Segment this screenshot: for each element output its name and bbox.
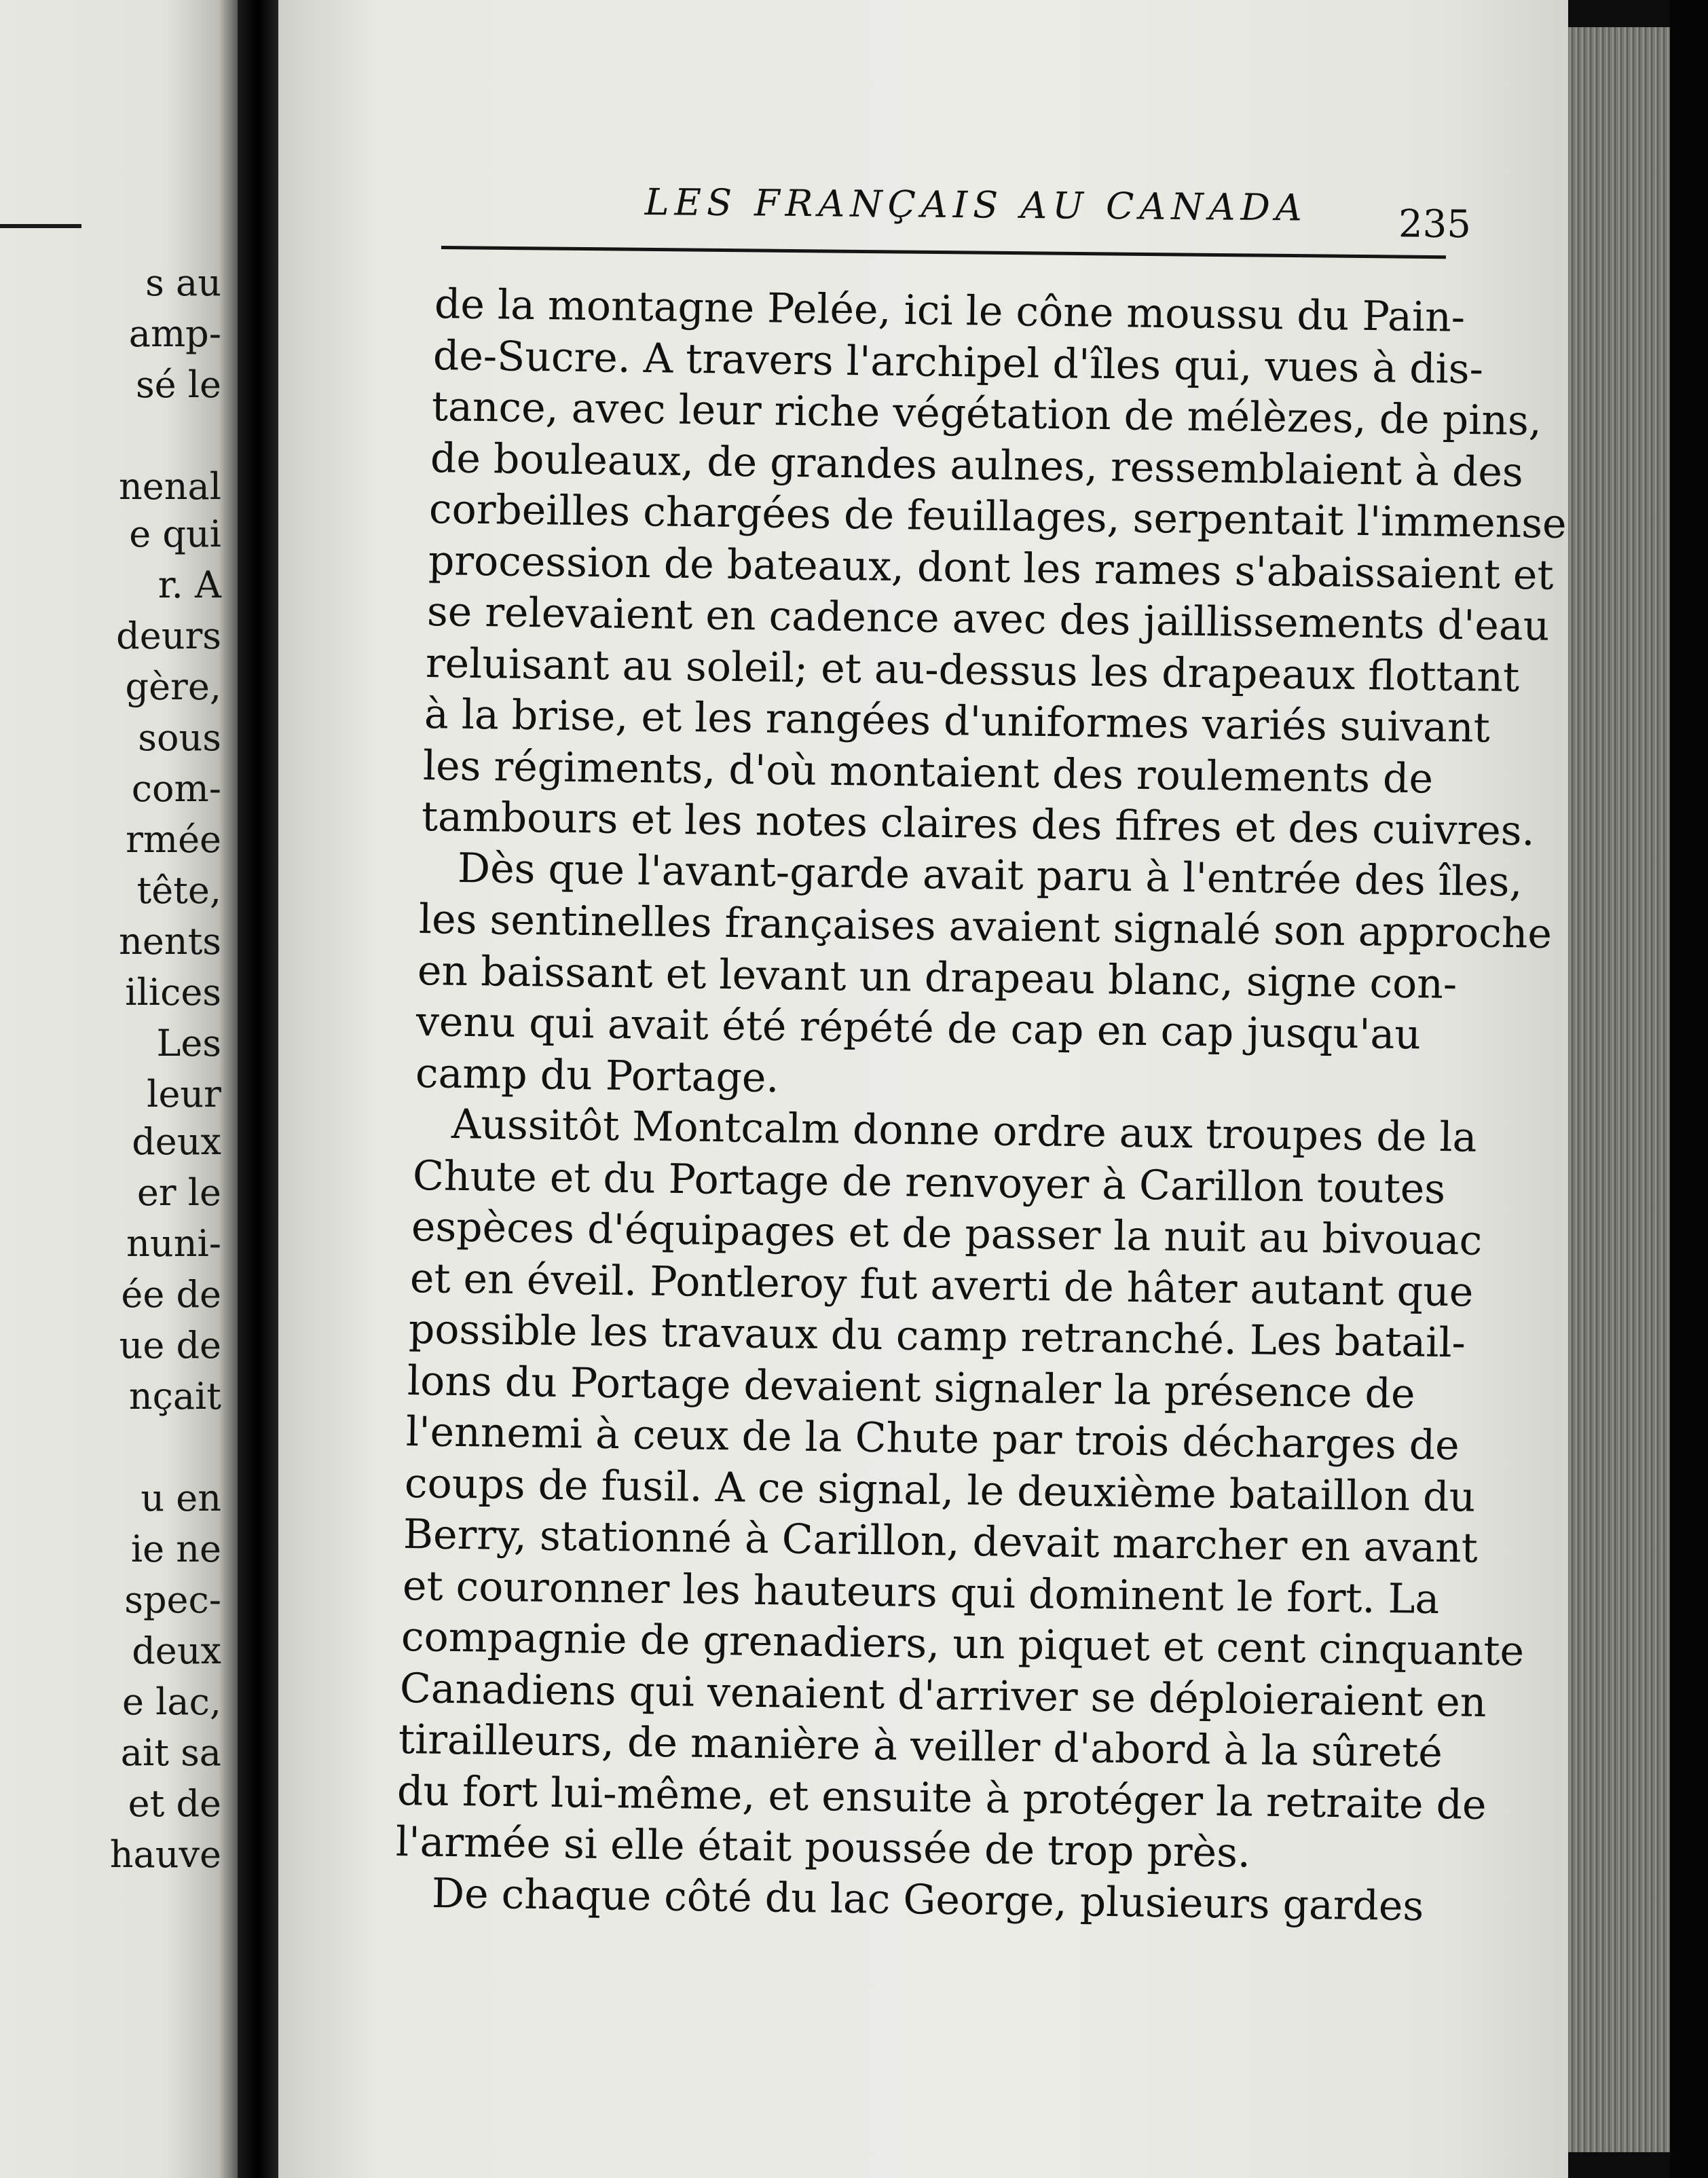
body-text-line: se relevaient en cadence avec des jaillissements d'eau	[426, 588, 1550, 650]
body-text-line: corbeilles chargées de feuillages, serpentait l'immense	[428, 485, 1567, 548]
page-number: 235	[1398, 202, 1472, 247]
body-text-line: reluisant au soleil; et au-dessus les drapeaux flottant	[425, 639, 1520, 701]
facing-page-line: e qui	[129, 513, 221, 555]
facing-page-line: ilices	[125, 971, 221, 1014]
body-text-line: l'ennemi à ceux de la Chute par trois décharges de	[405, 1408, 1460, 1470]
body-text-line: tirailleurs, de manière à veiller d'abord à la sûreté	[398, 1716, 1443, 1777]
facing-page-line: nçait	[128, 1375, 221, 1418]
body-text-line: les régiments, d'où montaient des roulements de	[422, 741, 1434, 802]
facing-page-line: er le	[136, 1171, 221, 1214]
facing-page-line: deux	[132, 1120, 221, 1163]
facing-page-line: com-	[131, 767, 221, 810]
body-text-line: possible les travaux du camp retranché. Les batail-	[408, 1306, 1466, 1367]
body-text-line: coups de fusil. A ce signal, le deuxième bataillon du	[404, 1459, 1476, 1521]
facing-page-line: u en	[141, 1477, 221, 1519]
body-text-line: procession de bateaux, dont les rames s'abaissaient et	[428, 536, 1554, 599]
body-text-line: compagnie de grenadiers, un piquet et cent cinquante	[401, 1613, 1525, 1676]
facing-page-line: s au	[145, 261, 221, 304]
facing-page-left	[0, 0, 238, 2178]
facing-page-line: ait sa	[120, 1731, 221, 1774]
body-text-line: Dès que l'avant-garde avait paru à l'entrée des îles,	[457, 844, 1523, 906]
facing-page-rule	[0, 224, 81, 228]
facing-page-line: sé le	[135, 363, 221, 406]
body-text-line: de la montagne Pelée, ici le cône moussu du Pain-	[434, 280, 1466, 342]
facing-page-line: sous	[138, 716, 221, 759]
running-head: LES FRANÇAIS AU CANADA	[644, 181, 1308, 229]
book-gutter	[238, 0, 278, 2178]
facing-page-line: nents	[119, 920, 221, 963]
facing-page-line: r. A	[157, 564, 221, 606]
body-text-line: Aussitôt Montcalm donne ordre aux troupes de la	[451, 1101, 1477, 1162]
body-text-line: en baissant et levant un drapeau blanc, signe con-	[417, 946, 1458, 1008]
body-text-line: lons du Portage devaient signaler la présence de	[407, 1356, 1416, 1418]
facing-page-line: spec-	[124, 1579, 221, 1621]
body-text-line: Berry, stationné à Carillon, devait marcher en avant	[403, 1511, 1479, 1572]
body-text-line: à la brise, et les rangées d'uniformes variés suivant	[424, 690, 1490, 752]
body-text-line: venu qui avait été répété de cap en cap jusqu'au	[415, 998, 1422, 1059]
body-text-line: l'armée si elle était poussée de trop près.	[395, 1818, 1251, 1877]
facing-page-line: amp-	[128, 312, 221, 355]
facing-page-line: deurs	[116, 614, 221, 657]
body-text-line: et en éveil. Pontleroy fut averti de hâter autant que	[409, 1254, 1474, 1316]
facing-page-line: ue de	[119, 1324, 221, 1367]
facing-page-line: ie ne	[130, 1528, 221, 1570]
body-text-line: de bouleaux, de grandes aulnes, ressemblaient à des	[430, 434, 1524, 496]
facing-page-line: leur	[147, 1073, 221, 1115]
facing-page-line: et de	[128, 1782, 221, 1825]
body-text-line: tance, avec leur riche végétation de mélèzes, de pins,	[431, 383, 1542, 445]
body-text-line: Canadiens qui venaient d'arriver se déploieraient en	[399, 1664, 1487, 1727]
facing-page-line: ée de	[121, 1273, 221, 1316]
body-text-line: tambours et les notes claires des fifres et des cuivres.	[421, 793, 1536, 855]
body-text-line: de-Sucre. A travers l'archipel d'îles qui, vues à dis-	[432, 331, 1484, 393]
facing-page-line: e lac,	[122, 1680, 221, 1723]
page-stack-edge	[1568, 27, 1670, 2152]
facing-page-line: hauve	[109, 1833, 221, 1876]
body-text-line: les sentinelles françaises avaient signalé son approche	[418, 896, 1553, 958]
facing-page-line: Les	[156, 1022, 221, 1065]
body-text-line: camp du Portage.	[415, 1049, 779, 1102]
body-text-line: du fort lui-même, et ensuite à protéger la retraite de	[396, 1767, 1487, 1829]
facing-page-line: gère,	[125, 665, 221, 708]
facing-page-line: nuni-	[126, 1222, 221, 1265]
body-text-line: et couronner les hauteurs qui dominent le fort. La	[402, 1562, 1440, 1623]
body-text-line: Chute et du Portage de renvoyer à Carillon toutes	[412, 1151, 1446, 1213]
facing-page-line: deux	[132, 1629, 221, 1672]
facing-page-line: nenal	[119, 465, 221, 508]
facing-page-line: tête,	[136, 869, 221, 912]
page-edge-shadow	[1670, 0, 1708, 2178]
body-text-line: De chaque côté du lac George, plusieurs gardes	[431, 1869, 1424, 1930]
body-text-line: espèces d'équipages et de passer la nuit au bivouac	[411, 1203, 1483, 1265]
facing-page-line: rmée	[126, 818, 221, 861]
